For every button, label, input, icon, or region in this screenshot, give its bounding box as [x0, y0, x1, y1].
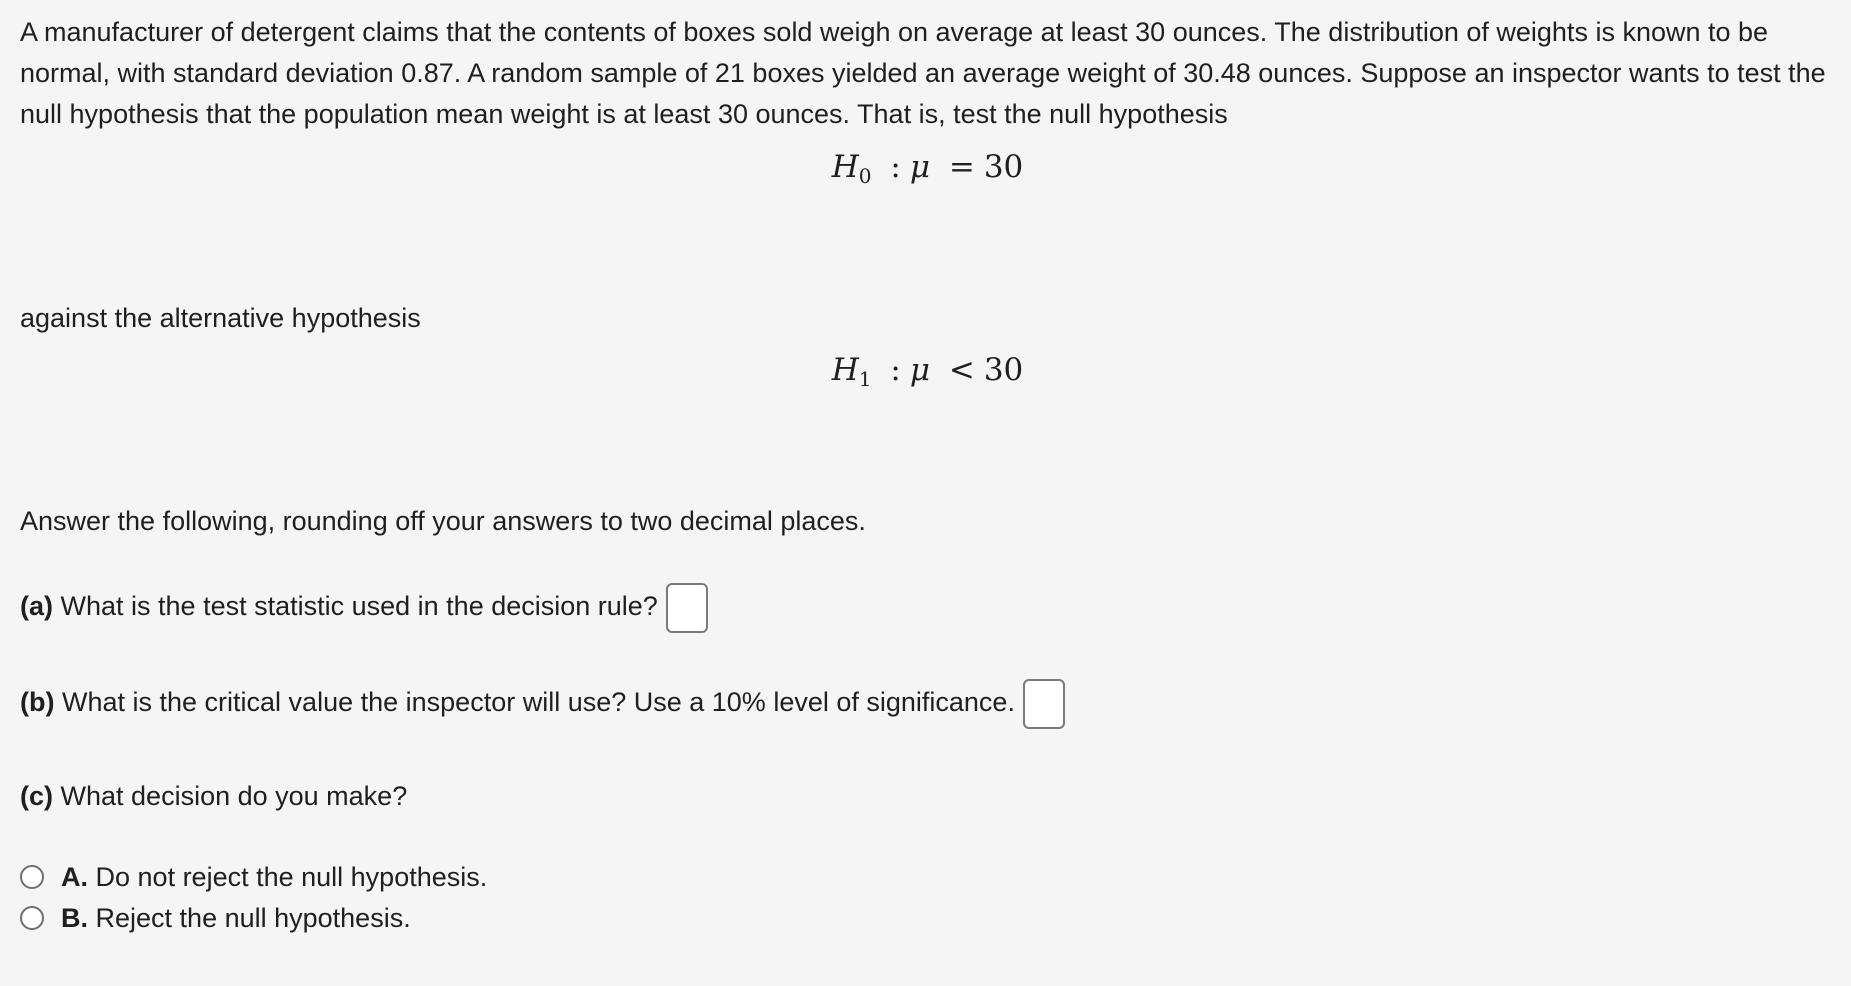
question-c-text: What decision do you make? [60, 781, 408, 811]
null-hypothesis-value: 30 [983, 149, 1024, 185]
alt-hypothesis-relation: < [948, 352, 975, 388]
null-hypothesis-colon: : [890, 149, 901, 185]
answer-b-input[interactable] [1023, 679, 1065, 729]
question-b [20, 679, 1065, 729]
null-hypothesis-symbol: H [831, 149, 859, 185]
question-a-text: What is the test statistic used in the decision rule? [60, 591, 658, 622]
question-b-text: What is the critical value the inspector will use? Use a 10% level of significance. [62, 687, 1015, 718]
instruction-text: Answer the following, rounding off your answers to two decimal places. [20, 506, 866, 536]
alt-hypothesis-param: μ [909, 352, 930, 388]
question-c-tag: (c) [20, 781, 53, 811]
answer-a-input[interactable] [666, 583, 708, 633]
choice-a[interactable] [20, 860, 487, 894]
alternative-intro: against the alternative hypothesis [20, 303, 421, 333]
alt-hypothesis-subscript: 1 [858, 367, 872, 391]
alt-hypothesis-value: 30 [983, 352, 1024, 388]
choice-a-letter: A. [61, 862, 88, 892]
choice-b-radio[interactable] [20, 906, 44, 930]
choice-a-radio[interactable] [20, 865, 44, 889]
question-b-tag: (b) [20, 687, 55, 718]
null-hypothesis-relation: = [948, 149, 975, 185]
alternative-hypothesis [20, 352, 1835, 391]
choice-b-text: Reject the null hypothesis. [95, 903, 411, 933]
choice-b-letter: B. [61, 903, 88, 933]
null-hypothesis-subscript: 0 [858, 164, 872, 188]
question-a-tag: (a) [20, 591, 53, 622]
choice-a-text: Do not reject the null hypothesis. [95, 862, 488, 892]
question-a [20, 583, 708, 633]
null-hypothesis-param: μ [909, 149, 930, 185]
alt-hypothesis-colon: : [890, 352, 901, 388]
question-c [20, 779, 407, 813]
problem-statement: A manufacturer of detergent claims that the contents of boxes sold weigh on average at least 30 ounces. The distribution of weights is known to be normal, with standard deviation 0.87. A random sample of 21 boxes yielded an average weight of 30.48 ounces. Suppose an inspector wants to test the null hypothesis that the population mean weight is at least 30 ounces. That is, test the null hypothesis [20, 17, 1826, 129]
null-hypothesis [20, 149, 1835, 188]
question-page [20, 12, 1835, 933]
alt-hypothesis-symbol: H [831, 352, 859, 388]
choice-b[interactable] [20, 901, 411, 935]
